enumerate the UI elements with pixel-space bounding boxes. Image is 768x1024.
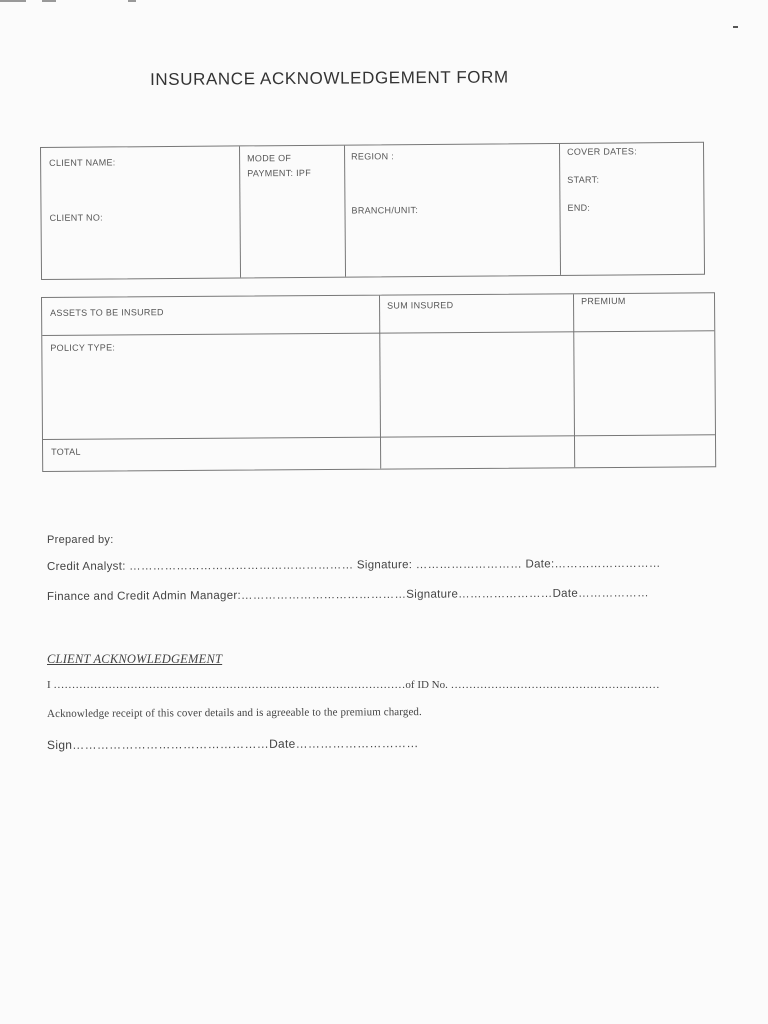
divider	[239, 146, 241, 277]
start-label: START:	[567, 174, 600, 185]
branch-unit-label: BRANCH/UNIT:	[351, 205, 419, 216]
sign-date-line: Sign…………………………………………Date…………………………	[47, 736, 419, 752]
client-name-label: CLIENT NAME:	[49, 157, 116, 168]
cover-dates-label: COVER DATES:	[567, 146, 638, 157]
scan-mark-top	[42, 0, 56, 2]
total-label: TOTAL	[51, 446, 81, 457]
end-label: END:	[567, 202, 591, 213]
divider	[379, 296, 381, 469]
assets-label: ASSETS TO BE INSURED	[50, 307, 164, 318]
premium-label: PREMIUM	[581, 295, 626, 307]
prepared-by-heading: Prepared by:	[47, 534, 114, 546]
scan-mark-right	[733, 26, 738, 28]
divider	[573, 294, 575, 467]
mode-of-payment-label-2: PAYMENT: IPF	[247, 167, 312, 179]
region-label: REGION :	[351, 151, 395, 162]
mode-of-payment-label-1: MODE OF	[247, 153, 292, 164]
scan-mark-top-mid	[128, 0, 136, 2]
credit-analyst-line: Credit Analyst: ………………………………………………… Signature: ……………………… Date:………………………	[47, 557, 661, 573]
receipt-statement: Acknowledge receipt of this cover details and is agreeable to the premium charged.	[47, 706, 422, 720]
client-no-label: CLIENT NO:	[49, 212, 103, 223]
form-title: INSURANCE ACKNOWLEDGEMENT FORM	[150, 67, 509, 89]
divider	[344, 146, 346, 277]
client-info-table	[40, 142, 705, 280]
policy-type-label: POLICY TYPE:	[50, 342, 116, 353]
sum-insured-label: SUM INSURED	[387, 300, 454, 311]
id-line: I ……………………………………………………………………………………of ID No. …………………………………………………	[47, 679, 660, 691]
divider	[559, 144, 561, 275]
finance-manager-line: Finance and Credit Admin Manager:……………………………………Signature……………………Date………………	[47, 587, 649, 603]
scan-mark-top-left	[0, 0, 26, 2]
assets-table	[41, 292, 716, 472]
client-acknowledgement-heading: CLIENT ACKNOWLEDGEMENT	[47, 652, 223, 666]
